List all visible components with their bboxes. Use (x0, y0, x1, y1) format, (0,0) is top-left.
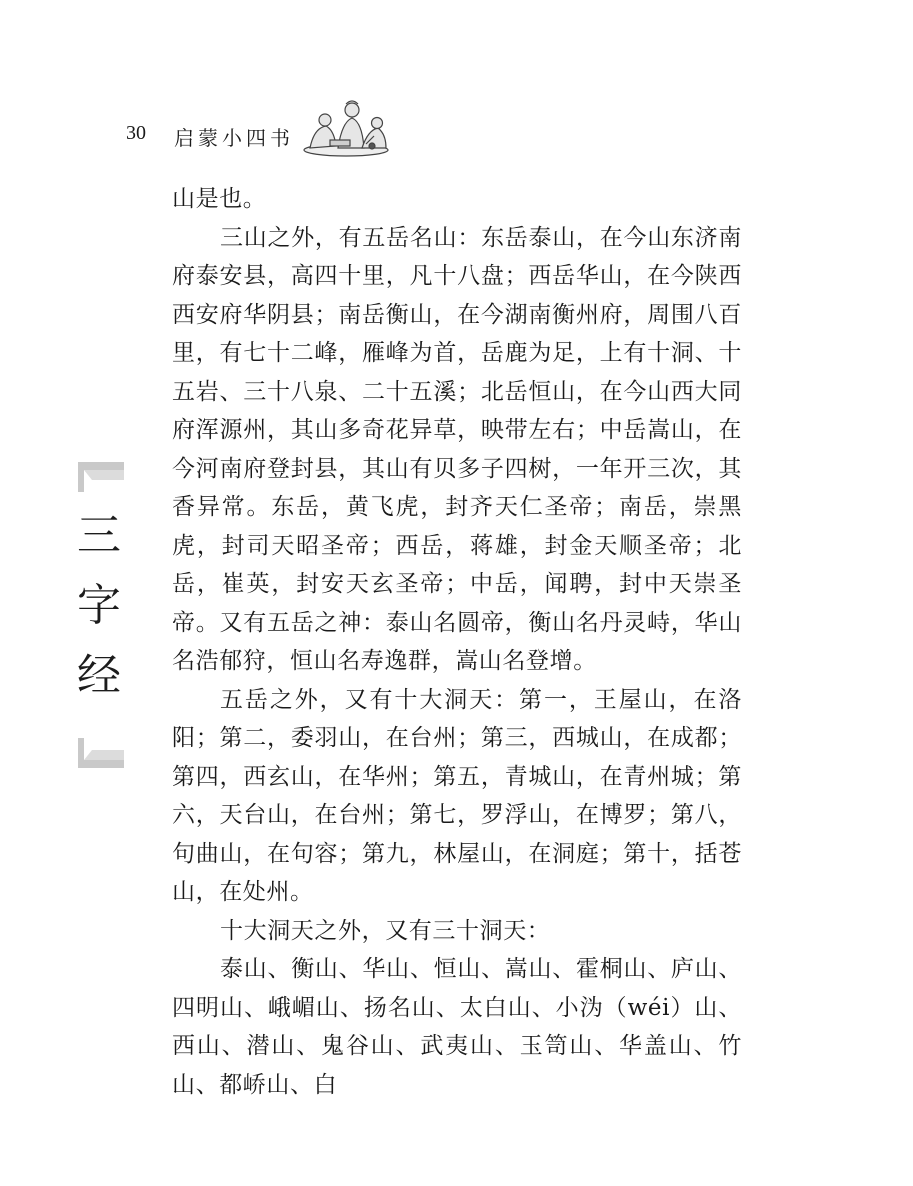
paragraph-4: 十大洞天之外，又有三十洞天： (220, 917, 551, 944)
paragraph-2: 三山之外，有五岳名山：东岳泰山，在今山东济南府泰安县，高四十里，凡十八盘；西岳华山，在今陕西西安府华阴县；南岳衡山，在今湖南衡州府，周围八百里，有七十二峰，雁峰为首，岳鹿为足，上有十洞、十五岩、三十八泉、二十五溪；北岳恒山，在今山西大同府浑源州，其山多奇花异草，映带左右；中岳嵩山，在今河南府登封县，其山有贝多子四树，一年开三次，其香异常。东岳，黄飞虎，封齐天仁圣帝；南岳，崇黑虎，封司天昭圣帝；西岳，蒋雄，封金天顺圣帝；北岳，崔英，封安天玄圣帝；中岳，闻聘，封中天崇圣帝。又有五岳之神：泰山名圆帝，衡山名丹灵峙，华山名浩郁狩，恒山名寿逸群，嵩山名登增。 (172, 224, 742, 674)
chapter-side-tab (74, 462, 124, 768)
chapter-char-1: 三 (77, 510, 121, 561)
paragraph-5: 泰山、衡山、华山、恒山、嵩山、霍桐山、庐山、四明山、峨嵋山、扬名山、太白山、小沩（wéi）山、西山、潜山、鬼谷山、武夷山、玉笥山、华盖山、竹山、都峤山、白 (172, 956, 742, 1098)
chapter-char-3: 经 (77, 650, 121, 701)
paragraph-3: 五岳之外，又有十大洞天：第一，王屋山，在洛阳；第二，委羽山，在台州；第三，西城山，在成都；第四，西玄山，在华州；第五，青城山，在青州城；第六，天台山，在台州；第七，罗浮山，在博罗；第八，句曲山，在句容；第九，林屋山，在洞庭；第十，括苍山，在处州。 (172, 686, 742, 905)
chapter-title-vertical (74, 510, 124, 724)
paragraph-1: 山是也。 (172, 186, 267, 212)
tab-bracket-bottom (74, 738, 124, 768)
scholars-illustration-icon (300, 96, 392, 158)
body-text (172, 180, 742, 1104)
chapter-char-2: 字 (77, 580, 121, 631)
page-number: 30 (126, 122, 146, 144)
tab-bracket-top (74, 462, 124, 492)
book-title: 启蒙小四书 (174, 126, 294, 150)
